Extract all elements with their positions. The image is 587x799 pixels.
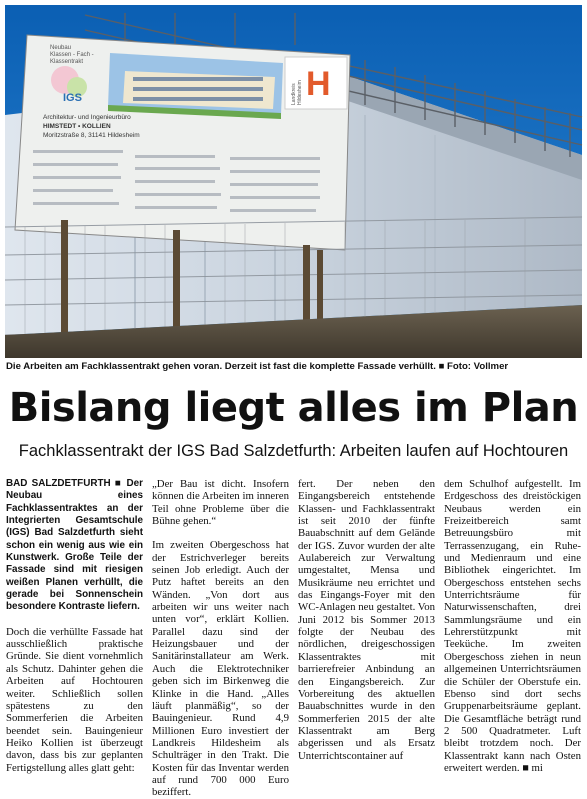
article-paragraph: Im zweiten Obergeschoss hat der Estrichverleger bereits seinen Job erledigt. Auch der Putz haftet bereits an den Wänden. „Von dort aus arbeiten wir uns weiter nach unten vor“, erklärt Kollien. Parallel dazu sind der Heizungsbauer und der Sanitärinstallateur am Werk. Auch die Elektrotechniker geben sich im Birkenweg die Klinke in die Hand. „Alles läuft planmäßig“, so der Bauingenieur. Rund 4,9 Millionen Euro investiert der Landkreis Hildesheim als Schulträger in den Trakt. Die Kosten für das Inventar werden auf rund 700 000 Euro beziffert. <box>152 539 289 799</box>
article-lead: BAD SALZDETFURTH ■ Der Neubau eines Fachklassentraktes an der Integrierten Gesamtschule (IGS) Bad Salzdetfurth sieht schon ein wenig aus wie ein Kunstwerk. Große Teile der Fassade sind mit riesigen weißen Planen verhüllt, die gerade bei Sonnenschein besondere Kontraste liefern. <box>6 478 143 613</box>
article-body <box>6 478 581 799</box>
headline: Bislang liegt alles im Plan <box>8 385 579 431</box>
sign-project-text: Neubau Klassen - Fach - Klassentrakt <box>50 45 94 65</box>
article-paragraph: dem Schulhof aufgestellt. Im Erdgeschoss des dreistöckigen Neubaus werden ein Freizeitbereich samt Betreuungsbüro mit Terrassenzugang, ein Ruhe- und Medienraum und eine Bibliothek eingerichtet. Im Obergeschoss entstehen sechs Unterrichtsräume für Naturwissenschaften, drei Sammlungsräume und ein Lehrerstützpunkt mit Teeküche. Im zweiten Obergeschoss ziehen in neun allgemeinen Unterrichtsräumen die Schüler der Oberstufe ein. Ebenso sind dort sechs Gruppenarbeitsräume geplant. Die Gesamtfläche beträgt rund 2 500 Quadratmeter. Luft bleibt trotzdem noch. Der Klassentrakt kann nach Osten erweitert werden. ■ mi <box>444 478 581 774</box>
client-logo-letter: H <box>306 65 331 103</box>
article-photo <box>5 5 582 358</box>
article-paragraph: fert. Der neben den Eingangsbereich entstehende Klassen- und Fachklassentrakt ist seit 2010 der fünfte Bauabschnitt auf dem Gelände der IGS. Zuvor wurden der alte Aulabereich zur Verwaltung umgestaltet, Mensa und Musikräume neu errichtet und das Eingangs-Foyer mit den WC-Anlagen neu gestaltet. Von Juni 2012 bis Sommer 2013 folgte der Neubau des nördlichen, dreigeschossigen Klassentraktes mit barrierefreier Anbindung an den Eingangsbereich. Zur Vorbereitung des aktuellen Bauabschnittes wurde in den Sommerferien 2015 der alte Klassentrakt am Berg abgerissen und als Ersatz Unterrichtscontainer auf <box>298 478 435 762</box>
sign-school-label: IGS <box>63 92 82 104</box>
article-column-3 <box>298 478 435 776</box>
sign-architect-text: Architektur- und Ingenieurbüro HIMSTEDT • KOLLIEN Moritzstraße 8, 31141 Hildesheim <box>43 114 140 139</box>
article-column-2 <box>152 478 289 799</box>
photo-caption: Die Arbeiten am Fachklassentrakt gehen voran. Derzeit ist fast die komplette Fassade verhüllt. ■ Foto: Vollmer <box>6 361 509 372</box>
article-paragraph: Doch die verhüllte Fassade hat ausschließlich praktische Gründe. Sie dient vornehmlich als Schutz. Dahinter gehen die Arbeiten auf Hochtouren weiter. Schließlich sollen spätestens zu den Sommerferien die Arbeiten beendet sein. Bauingenieur Heiko Kollien ist überzeugt davon, dass bis zur geplanten Fertigstellung alles glatt geht: <box>6 625 143 774</box>
article-paragraph: „Der Bau ist dicht. Insofern können die Arbeiten im inneren Teil ohne Probleme über die Bühne gehen.“ <box>152 478 289 528</box>
sign-client-text: Landkreis Hildesheim <box>291 80 303 105</box>
construction-site-illustration <box>5 5 582 358</box>
article-column-1 <box>6 478 143 776</box>
article-column-4 <box>444 478 581 776</box>
subheadline: Fachklassentrakt der IGS Bad Salzdetfurth: Arbeiten laufen auf Hochtouren <box>18 442 569 460</box>
